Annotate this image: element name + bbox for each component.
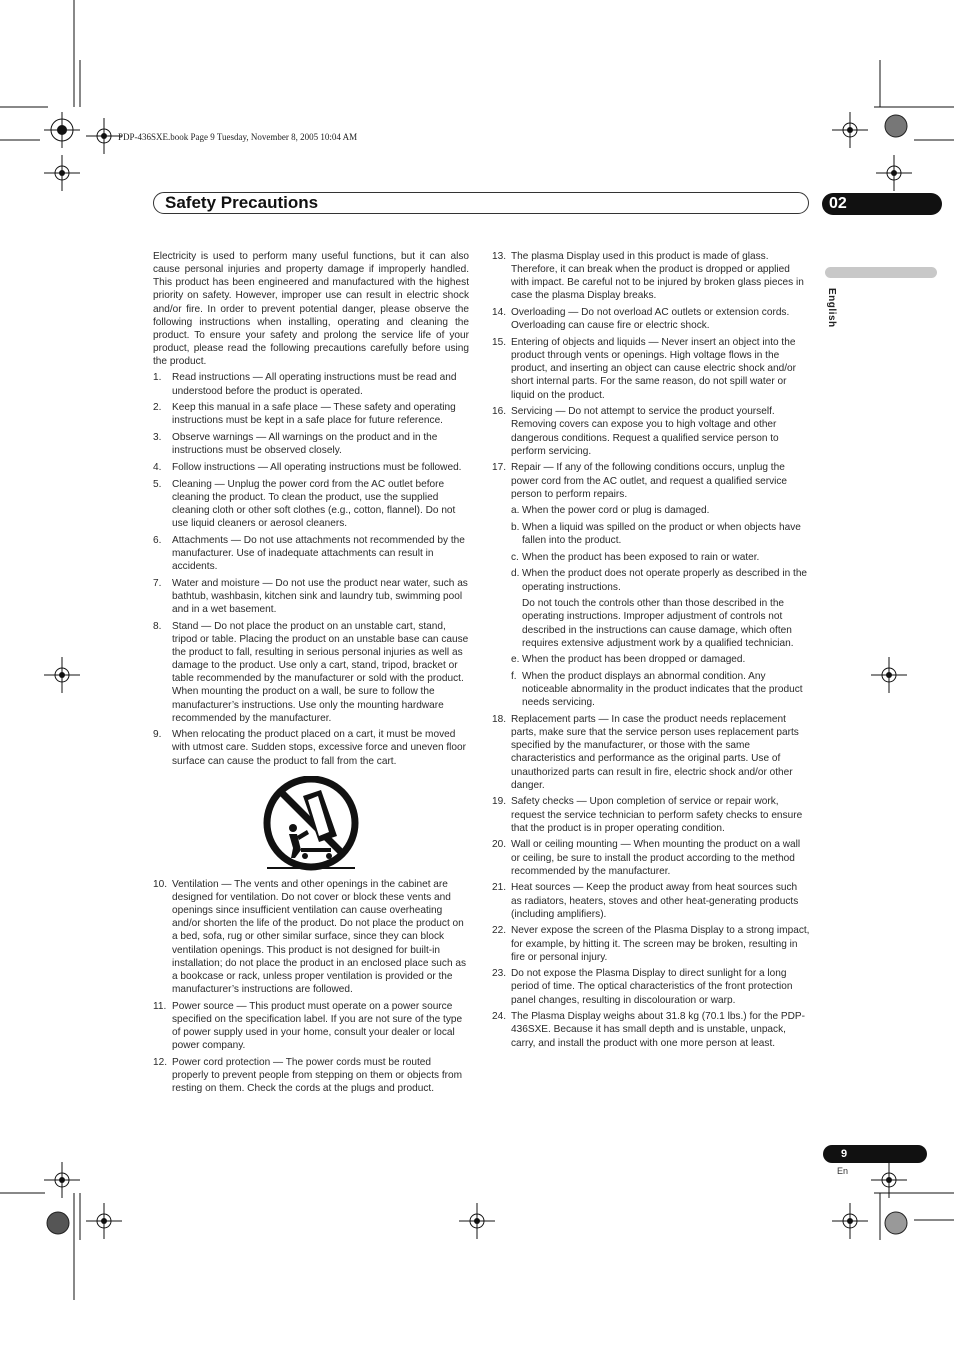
- registration-mark-icon: [44, 1209, 72, 1237]
- item-number: 24.: [492, 1011, 507, 1023]
- item-text: Follow instructions — All operating instructions must be followed.: [172, 461, 462, 473]
- list-item: [153, 728, 469, 767]
- precautions-list-1: [153, 371, 469, 767]
- item-number: 18.: [492, 714, 507, 725]
- list-item: [153, 461, 469, 474]
- list-item: [492, 795, 810, 834]
- sub-text: When a liquid was spilled on the product or when objects have fallen into the product.: [522, 521, 801, 547]
- item-text: Ventilation — The vents and other openings in the cabinet are designed for ventilation. Do not cover or block these vents and openings since insufficient ventilation can cause overheating and/or shorten the life of the product. Do not place the product on a bed, sofa, rug or other similar surface, since they can block ventilation openings. This product is not designed for built-in installation; do not place the product in an enclosed place such as a bookcase or rack, unless proper ventilation is provided or the manufacturer’s instructions are followed.: [172, 878, 467, 996]
- registration-mark-icon: [882, 1209, 910, 1237]
- item-text: Servicing — Do not attempt to service the product yourself. Removing covers can expose you to high voltage and other dangerous conditions. Request a qualified service person to perform servicing.: [511, 406, 779, 457]
- list-item: [492, 881, 810, 920]
- item-number: 15.: [492, 336, 507, 348]
- page-title: Safety Precautions: [165, 193, 319, 212]
- item-number: 2.: [153, 402, 162, 414]
- item-number: 6.: [153, 534, 162, 546]
- registration-mark-icon: [86, 1203, 122, 1239]
- item-number: 10.: [153, 878, 168, 890]
- item-text: Do not expose the Plasma Display to direct sunlight for a long period of time. The optical characteristics of the front protection panel changes, resulting in discolouration or warp.: [511, 968, 793, 1006]
- item-text: Repair — If any of the following conditions occurs, unplug the power cord from the AC outlet, and request a qualified service person to perform repairs.: [511, 462, 788, 500]
- item-number: 12.: [153, 1056, 168, 1068]
- registration-mark-icon: [882, 112, 910, 140]
- language-label: English: [826, 288, 837, 328]
- precautions-list-4: [492, 713, 810, 1050]
- list-item: [492, 306, 810, 332]
- list-item: [492, 967, 810, 1006]
- item-number: 17.: [492, 462, 507, 474]
- item-text: The Plasma Display weighs about 31.8 kg (70.1 lbs.) for the PDP-436SXE. Because it has small depth and is unstable, unpack, carry, and install the product with one more person at least.: [511, 1011, 805, 1049]
- page-language-code: En: [837, 1166, 849, 1176]
- list-item: [153, 534, 469, 573]
- item-number: 13.: [492, 251, 507, 262]
- list-item: [153, 401, 469, 427]
- sub-letter: d.: [511, 568, 520, 580]
- sub-text: When the product has been dropped or damaged.: [522, 654, 746, 666]
- item-text: Cleaning — Unplug the power cord from the AC outlet before cleaning the product. To clean the product, use the supplied cleaning cloth or other soft clothes (e.g., cotton, flannel). Do not use liquid cleaners or aerosol cleaners.: [172, 478, 456, 529]
- item-text: Power cord protection — The power cords must be routed properly to prevent people from stepping on them or objects from resting on them. Check the cords at the plugs and product.: [172, 1056, 463, 1095]
- item-number: 16.: [492, 406, 507, 418]
- repair-condition-a: [511, 504, 810, 517]
- item-number: 22.: [492, 925, 507, 937]
- list-item: [492, 713, 810, 792]
- sub-text: When the product displays an abnormal condition. Any noticeable abnormality in the product indicates that the product needs servicing.: [522, 671, 803, 709]
- list-item: [153, 620, 469, 725]
- item-number: 1.: [153, 372, 162, 384]
- repair-condition-c: [511, 551, 810, 564]
- list-item: [153, 577, 469, 616]
- item-text: Wall or ceiling mounting — When mounting the product on a wall or ceiling, be sure to install the product according to the method recommended by the manufacturer.: [511, 839, 801, 877]
- item-text: Never expose the screen of the Plasma Display to a strong impact, for example, by hitting it. The screen may be broken, resulting in fire or personal injury.: [511, 925, 810, 963]
- list-item: [153, 371, 469, 397]
- item-text: Stand — Do not place the product on an unstable cart, stand, tripod or table. Placing the product on an unstable base can cause the product to fall, resulting in serious personal injuries as well as damage to the product. Use only a cart, stand, tripod, bracket or table recommended by the manufacturer or sold with the product. When mounting the product on a wall, be sure to follow the manufacturer’s instructions. Use only the mounting hardware recommended by the manufacturer.: [172, 620, 469, 724]
- sub-letter: c.: [511, 551, 519, 563]
- precautions-list-3: [492, 250, 810, 501]
- registration-mark-icon: [871, 657, 907, 693]
- item-text: The plasma Display used in this product is made of glass. Therefore, it can break when the product is dropped or applied with impact. Be careful not to be injured by broken glass pieces in case the plasma Display breaks.: [511, 251, 804, 302]
- sub-letter: f.: [511, 671, 517, 683]
- sub-text: When the power cord or plug is damaged.: [522, 505, 710, 517]
- repair-condition-d-note: Do not touch the controls other than those described in the operating instructions. Improper adjustment of controls not described in the instructions can cause damage, which often requires extensive adjustment work by a qualified technician.: [522, 598, 794, 649]
- list-item: [492, 461, 810, 500]
- item-number: 3.: [153, 432, 162, 444]
- item-number: 5.: [153, 478, 162, 490]
- sub-letter: e.: [511, 654, 520, 666]
- repair-condition-b: [511, 521, 810, 547]
- item-number: 19.: [492, 796, 507, 808]
- item-text: Safety checks — Upon completion of service or repair work, request the service technician to perform safety checks to ensure that the product is in proper operating condition.: [511, 796, 803, 834]
- list-item: [492, 336, 810, 402]
- item-number: 7.: [153, 577, 162, 589]
- column-right: [492, 250, 810, 1053]
- list-item: [153, 1056, 469, 1095]
- sub-letter: a.: [511, 505, 520, 517]
- book-info-line: PDP-436SXE.book Page 9 Tuesday, November 8, 2005 10:04 AM: [118, 132, 358, 142]
- cart-tip-over-warning-icon: [261, 776, 361, 872]
- list-item: [153, 1000, 469, 1053]
- sub-text: When the product has been exposed to rain or water.: [522, 551, 760, 563]
- item-number: 9.: [153, 729, 162, 741]
- list-item: [153, 878, 469, 996]
- item-number: 23.: [492, 968, 507, 980]
- list-item: [492, 1010, 810, 1049]
- language-tab: [825, 267, 937, 278]
- item-number: 4.: [153, 461, 162, 473]
- registration-mark-icon: [832, 1203, 868, 1239]
- list-item: [492, 405, 810, 458]
- registration-mark-icon: [44, 657, 80, 693]
- registration-mark-icon: [44, 112, 80, 148]
- item-text: Power source — This product must operate on a power source specified on the specification label. If you are not sure of the type of power supply used in your home, consult your dealer or local power company.: [172, 1000, 463, 1052]
- list-item: [153, 431, 469, 457]
- item-text: Overloading — Do not overload AC outlets or extension cords. Overloading can cause fire or electric shock.: [511, 307, 790, 332]
- chapter-number: 02: [822, 193, 942, 215]
- item-text: Replacement parts — In case the product needs replacement parts, make sure that the service person uses replacement parts specified by the manufacturer, or those with the same characteristics and performance as the original parts. Use of unauthorized parts can result in fire, electric shock and/or other danger.: [511, 714, 799, 791]
- item-text: Read instructions — All operating instructions must be read and understood before the product is operated.: [172, 372, 457, 397]
- registration-mark-icon: [876, 155, 912, 191]
- registration-mark-icon: [832, 112, 868, 148]
- repair-condition-e: [511, 653, 810, 666]
- repair-condition-f: [511, 670, 810, 709]
- item-text: When relocating the product placed on a cart, it must be moved with utmost care. Sudden stops, excessive force and uneven floor surface can cause the product to fall from the cart.: [172, 729, 467, 767]
- item-text: Keep this manual in a safe place — These safety and operating instructions must be kept in a safe place for future reference.: [172, 402, 456, 427]
- list-item: [492, 838, 810, 877]
- item-number: 8.: [153, 620, 162, 632]
- list-item: [492, 250, 810, 303]
- sub-text: When the product does not operate properly as described in the operating instructions.: [522, 568, 808, 593]
- registration-mark-icon: [44, 1162, 80, 1198]
- item-text: Attachments — Do not use attachments not recommended by the manufacturer. Use of inadequate attachments can result in accidents.: [172, 534, 465, 572]
- list-item: [492, 924, 810, 963]
- item-number: 14.: [492, 307, 507, 319]
- precautions-list-2: [153, 878, 469, 1096]
- column-left: [153, 250, 469, 1099]
- registration-mark-icon: [459, 1203, 495, 1239]
- item-number: 21.: [492, 882, 507, 894]
- intro-paragraph: Electricity is used to perform many useful functions, but it can also cause personal injuries and property damage if improperly handled. This product has been engineered and manufactured with the highest priority on safety. However, improper use can result in electric shock and/or fire. In order to prevent potential danger, please observe the following instructions when installing, operating and cleaning the product. To ensure your safety and prolong the service life of your product, please read the following precautions carefully before using the product.: [153, 251, 469, 368]
- registration-mark-icon: [871, 1162, 907, 1198]
- list-item: [153, 478, 469, 531]
- item-text: Entering of objects and liquids — Never insert an object into the product through vents or openings. High voltage flows in the product, and inserting an object can cause electric shock and/or short internal parts. For the same reason, do not spill water or liquid on the product.: [511, 336, 797, 401]
- repair-condition-d: [511, 567, 810, 593]
- registration-mark-icon: [44, 155, 80, 191]
- registration-mark-icon: [86, 118, 122, 154]
- item-number: 20.: [492, 839, 507, 851]
- page-number: 9: [823, 1145, 927, 1163]
- warning-figure: [153, 776, 469, 872]
- item-text: Observe warnings — All warnings on the product and in the instructions must be observed closely.: [172, 432, 438, 457]
- sub-letter: b.: [511, 521, 520, 533]
- item-text: Heat sources — Keep the product away from heat sources such as radiators, heaters, stoves and other heat-generating products (including amplifiers).: [511, 882, 799, 920]
- item-number: 11.: [153, 1000, 167, 1012]
- item-text: Water and moisture — Do not use the product near water, such as bathtub, washbasin, kitchen sink and laundry tub, swimming pool and in a wet basement.: [172, 577, 468, 615]
